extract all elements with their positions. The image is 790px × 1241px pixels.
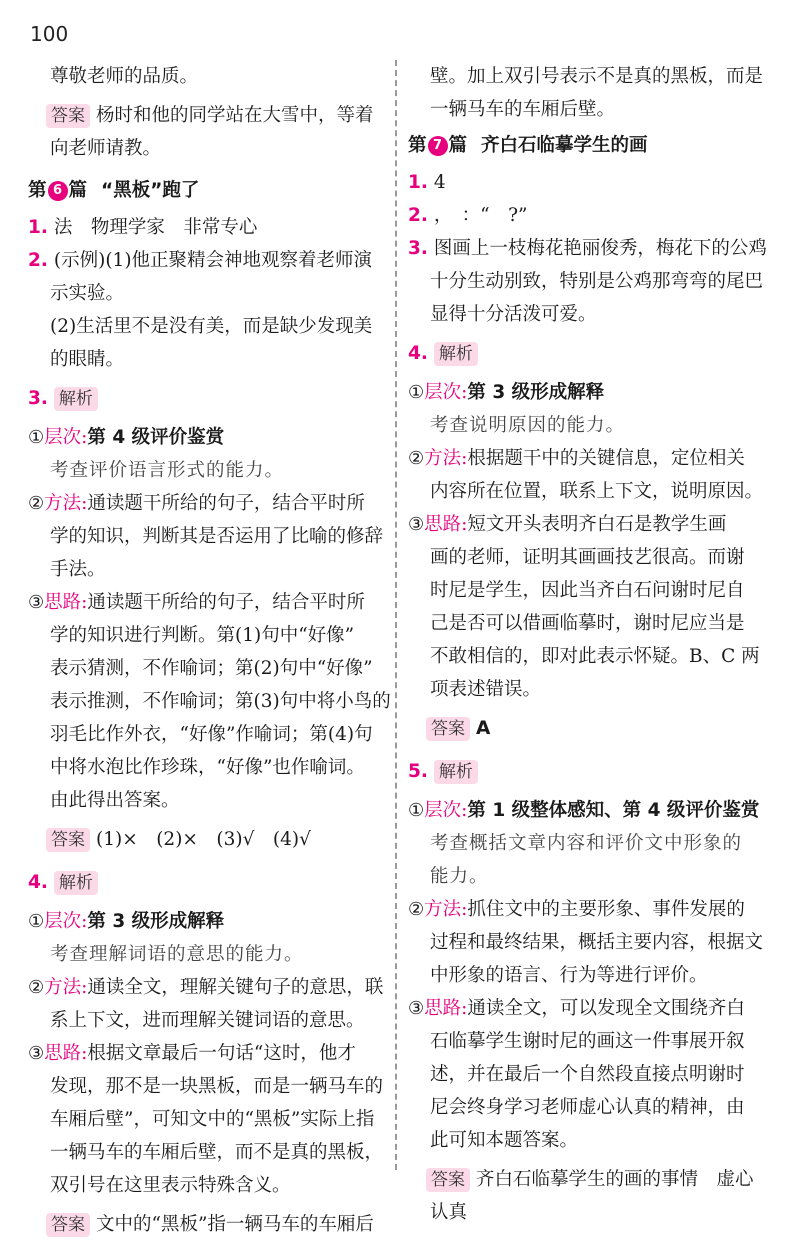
answer-text: 文中的“黑板”指一辆马车的车厢后 <box>96 1214 374 1235</box>
answer-tag: 答案 <box>426 717 470 741</box>
section-prefix: 第 <box>28 180 47 201</box>
text-line: 此可知本题答案。 <box>430 1130 579 1151</box>
text-line: 不敢相信的，即对此表示怀疑。B、C 两 <box>430 646 760 667</box>
analysis-item <box>28 905 384 938</box>
text-line: 考查概括文章内容和评价文中形象的 <box>430 833 743 854</box>
text-line: 由此得出答案。 <box>50 790 180 811</box>
item-text: 通读全文，理解关键句子的意思，联 <box>87 977 384 998</box>
circled-number: ② <box>408 448 425 469</box>
analysis-item <box>408 794 764 827</box>
text-line: 双引号在这里表示特殊含义。 <box>50 1175 291 1196</box>
text-line: 表示猜测，不作喻词；第(2)句中“好像” <box>50 658 373 679</box>
item-label: 方法: <box>44 493 88 514</box>
text-line: 羽毛比作外衣，“好像”作喻词；第(4)句 <box>50 724 373 745</box>
section-prefix: 第 <box>408 135 427 156</box>
answer-text: (1)× (2)× (3)√ (4)√ <box>96 829 311 850</box>
question-4 <box>408 337 764 370</box>
text-line: 尊敬老师的品质。 <box>50 66 199 87</box>
text-line: 中形象的语言、行为等进行评价。 <box>430 965 708 986</box>
question-number: 4. <box>28 872 48 893</box>
right-column <box>408 60 767 1229</box>
answer-text: 杨时和他的同学站在大雪中，等着 <box>96 105 374 126</box>
section-number-badge: 7 <box>428 136 448 156</box>
item-text: 第 3 级形成解释 <box>467 382 605 403</box>
text-line: 学的知识，判断其是否运用了比喻的修辞 <box>50 526 384 547</box>
circled-number: ③ <box>408 998 425 1019</box>
item-label: 方法: <box>424 448 468 469</box>
item-label: 层次: <box>44 427 88 448</box>
answer-line <box>408 712 764 745</box>
text-line: 考查理解词语的意思的能力。 <box>50 944 304 965</box>
question-number: 4. <box>408 343 428 364</box>
circled-number: ② <box>408 899 425 920</box>
text-line: 考查说明原因的能力。 <box>430 415 626 436</box>
analysis-item <box>408 442 764 475</box>
circled-number: ③ <box>28 592 45 613</box>
text-line: 向老师请教。 <box>50 138 162 159</box>
text-line: 显得十分活泼可爱。 <box>430 304 597 325</box>
analysis-item <box>28 586 384 619</box>
question-number: 1. <box>28 217 48 238</box>
circled-number: ① <box>28 427 45 448</box>
circled-number: ① <box>408 800 425 821</box>
answer-tag: 答案 <box>46 104 90 128</box>
question-1 <box>408 166 764 199</box>
item-text: 根据题干中的关键信息，定位相关 <box>467 448 745 469</box>
question-2 <box>408 199 764 232</box>
section-suffix: 篇 <box>68 180 88 201</box>
item-text: 通读全文，可以发现全文围绕齐白 <box>467 998 745 1019</box>
text-line: 的眼睛。 <box>50 349 125 370</box>
item-label: 思路: <box>44 592 88 613</box>
answer-text: 齐白石临摹学生的画的事情 虚心 <box>476 1169 754 1190</box>
circled-number: ③ <box>408 514 425 535</box>
question-text: 4 <box>433 172 446 193</box>
text-line: 一辆马车的车厢后壁。 <box>430 99 616 120</box>
item-label: 层次: <box>44 911 88 932</box>
item-text: 第 4 级评价鉴赏 <box>87 427 225 448</box>
text-line: 车厢后壁”，可知文中的“黑板”实际上指 <box>50 1109 375 1130</box>
text-line: 学的知识进行判断。第(1)句中“好像” <box>50 625 355 646</box>
answer-line <box>408 1163 764 1196</box>
section-name: “黑板”跑了 <box>101 180 200 201</box>
analysis-item <box>408 508 764 541</box>
item-label: 方法: <box>44 977 88 998</box>
left-column <box>28 60 391 1241</box>
section-name: 齐白石临摹学生的画 <box>481 135 648 156</box>
circled-number: ② <box>28 977 45 998</box>
analysis-tag: 解析 <box>434 342 478 366</box>
page-number: 100 <box>30 22 69 46</box>
question-number: 3. <box>408 238 428 259</box>
analysis-tag: 解析 <box>54 871 98 895</box>
text-line: 十分生动别致，特别是公鸡那弯弯的尾巴 <box>430 271 764 292</box>
analysis-tag: 解析 <box>434 760 478 784</box>
text-line: 考查评价语言形式的能力。 <box>50 460 285 481</box>
answer-line <box>28 99 384 132</box>
question-text: (示例)(1)他正聚精会神地观察着老师演 <box>53 250 373 271</box>
question-5 <box>408 755 764 788</box>
text-line: 尼会终身学习老师虚心认真的精神，由 <box>430 1097 745 1118</box>
item-label: 思路: <box>424 998 468 1019</box>
section-suffix: 篇 <box>448 135 468 156</box>
item-label: 层次: <box>424 800 468 821</box>
text-line: 内容所在位置，联系上下文，说明原因。 <box>430 481 764 502</box>
item-text: 通读题干所给的句子，结合平时所 <box>87 493 365 514</box>
analysis-item <box>28 1037 384 1070</box>
analysis-item <box>408 376 764 409</box>
answer-line <box>28 823 384 856</box>
question-2 <box>28 244 384 277</box>
circled-number: ① <box>28 911 45 932</box>
question-3 <box>408 232 767 265</box>
text-line: 时尼是学生，因此当齐白石问谢时尼自 <box>430 580 745 601</box>
item-label: 思路: <box>424 514 468 535</box>
section-number-badge: 6 <box>48 181 68 201</box>
text-line: 己是否可以借画临摹时，谢时尼应当是 <box>430 613 745 634</box>
text-line: 示实验。 <box>50 283 125 304</box>
text-line: 中将水泡比作珍珠，“好像”也作喻词。 <box>50 757 365 778</box>
answer-tag: 答案 <box>46 828 90 852</box>
answer-text: A <box>476 718 491 739</box>
question-1 <box>28 211 384 244</box>
question-number: 5. <box>408 761 428 782</box>
item-label: 方法: <box>424 899 468 920</box>
item-label: 层次: <box>424 382 468 403</box>
question-text: 法 物理学家 非常专心 <box>53 217 258 238</box>
question-4 <box>28 866 384 899</box>
text-line: 系上下文，进而理解关键词语的意思。 <box>50 1010 365 1031</box>
analysis-item <box>28 971 384 1004</box>
item-text: 抓住文中的主要形象、事件发展的 <box>467 899 745 920</box>
item-text: 通读题干所给的句子，结合平时所 <box>87 592 365 613</box>
text-line: 表示推测，不作喻词；第(3)句中将小鸟的 <box>50 691 391 712</box>
question-number: 2. <box>408 205 428 226</box>
text-line: (2)生活里不是没有美，而是缺少发现美 <box>50 316 373 337</box>
analysis-item <box>28 421 384 454</box>
text-line: 画的老师，证明其画画技艺很高。而谢 <box>430 547 745 568</box>
item-text: 根据文章最后一句话“这时，他才 <box>87 1043 356 1064</box>
text-line: 手法。 <box>50 559 106 580</box>
section-title-6 <box>28 171 384 211</box>
analysis-item <box>408 893 764 926</box>
item-label: 思路: <box>44 1043 88 1064</box>
circled-number: ② <box>28 493 45 514</box>
circled-number: ① <box>408 382 425 403</box>
question-number: 2. <box>28 250 48 271</box>
analysis-item <box>408 992 764 1025</box>
text-line: 发现，那不是一块黑板，而是一辆马车的 <box>50 1076 384 1097</box>
column-divider <box>395 60 397 1170</box>
answer-tag: 答案 <box>46 1213 90 1237</box>
question-3 <box>28 382 384 415</box>
text-line: 能力。 <box>430 866 489 887</box>
item-text: 短文开头表明齐白石是教学生画 <box>467 514 727 535</box>
circled-number: ③ <box>28 1043 45 1064</box>
question-number: 1. <box>408 172 428 193</box>
text-line: 石临摹学生谢时尼的画这一件事展开叙 <box>430 1031 745 1052</box>
question-text: 图画上一枝梅花艳丽俊秀，梅花下的公鸡 <box>433 238 767 259</box>
answer-tag: 答案 <box>426 1168 470 1192</box>
analysis-tag: 解析 <box>54 387 98 411</box>
text-line: 项表述错误。 <box>430 679 542 700</box>
text-line: 一辆马车的车厢后壁，而不是真的黑板， <box>50 1142 384 1163</box>
text-line: 壁。加上双引号表示不是真的黑板，而是 <box>430 66 764 87</box>
item-text: 第 1 级整体感知、第 4 级评价鉴赏 <box>467 800 760 821</box>
analysis-item <box>28 487 384 520</box>
section-title-7 <box>408 126 764 166</box>
text-line: 认真 <box>430 1202 468 1223</box>
text-line: 过程和最终结果，概括主要内容，根据文 <box>430 932 764 953</box>
question-text: ， ：“ ?” <box>433 205 528 226</box>
text-line: 述，并在最后一个自然段直接点明谢时 <box>430 1064 745 1085</box>
question-number: 3. <box>28 388 48 409</box>
answer-line <box>28 1208 384 1241</box>
item-text: 第 3 级形成解释 <box>87 911 225 932</box>
